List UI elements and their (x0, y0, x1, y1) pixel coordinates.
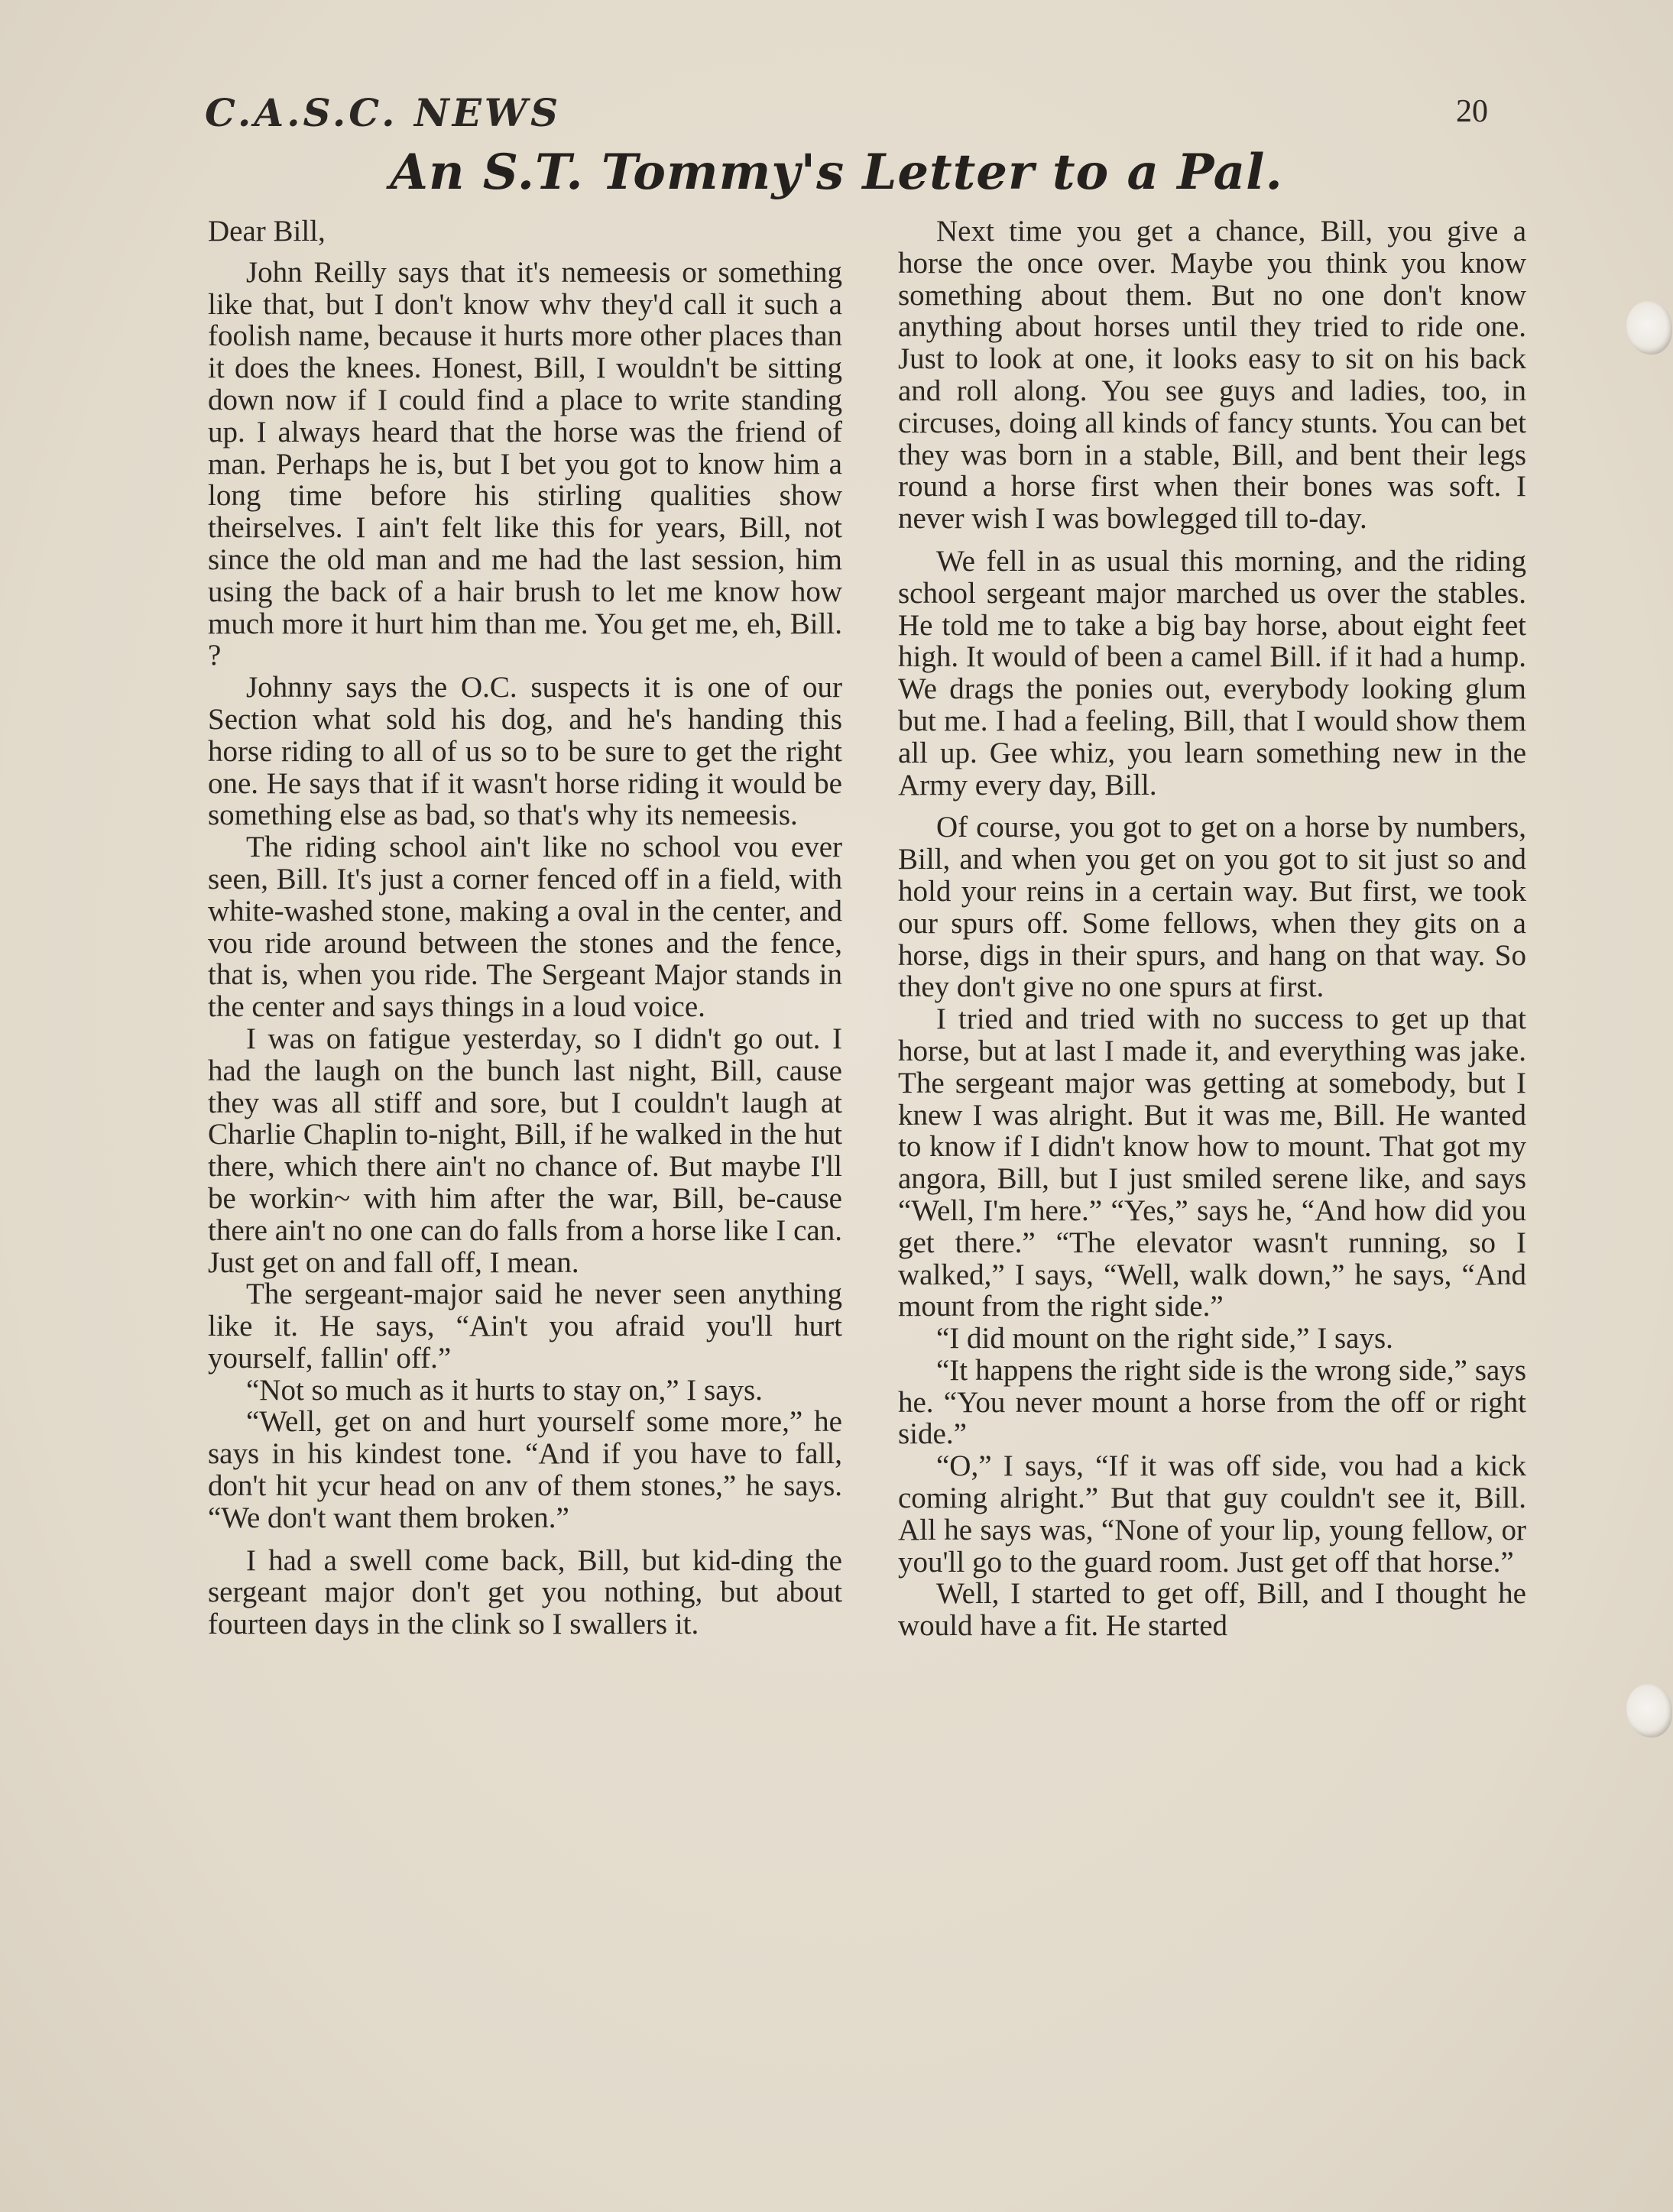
running-head: C.A.S.C. NEWS (205, 90, 562, 135)
paragraph: “O,” I says, “If it was off side, vou had a kick coming alright.” But that guy couldn't see it, Bill. All he says was, “None of your lip, young fellow, or you'll go to the guard room. Just get off that horse.” (898, 1449, 1526, 1579)
paragraph: “It happens the right side is the wrong side,” says he. “You never mount a horse from the off or right side.” (898, 1353, 1526, 1451)
paper-hole-top (1626, 301, 1672, 355)
paragraph: The riding school ain't like no school vou ever seen, Bill. It's just a corner fenced off in a field, with white-washed stone, making a oval in the center, and vou ride around between the stones and the fence, that is, when you ride. The Sergeant Major stands in the center and says things in a loud voice. (208, 831, 842, 1024)
paragraph: “Well, get on and hurt yourself some more,” he says in his kindest tone. “And if you have to fall, don't hit ycur head on anv of them stones,” he says. “We don't want them broken.” (208, 1405, 842, 1534)
paragraph: Of course, you got to get on a horse by numbers, Bill, and when you get on you got to sit just so and hold your reins in a certain way. But first, we took our spurs off. Some fellows, when they gits on a horse, digs in their spurs, and hang on that way. So they don't give no one spurs at first. (898, 811, 1526, 1004)
article-title: An S.T. Tommy's Letter to a Pal. (390, 144, 1283, 201)
paragraph: I had a swell come back, Bill, but kid-ding the sergeant major don't get you nothing, but about fourteen days in the clink so I swallers it. (208, 1543, 842, 1641)
right-column (898, 215, 1526, 1642)
paragraph: I tried and tried with no success to get up that horse, but at last I made it, and everything was jake. The sergeant major was getting at somebody, but I knew I was alright. But it was me, Bill. He wanted to know if I didn't know how to mount. That got my angora, Bill, but I just smiled serene like, and says “Well, I'm here.” “Yes,” says he, “And how did you get there.” “The elevator wasn't running, so I walked,” I says, “Well, walk down,” he says, “And mount from the right side.” (898, 1002, 1526, 1323)
paragraph: “Not so much as it hurts to stay on,” I says. (246, 1373, 763, 1407)
salutation: Dear Bill, (208, 215, 326, 248)
paper-hole-bottom (1626, 1684, 1672, 1738)
left-column (208, 215, 842, 1640)
paragraph: We fell in as usual this morning, and the riding school sergeant major marched us over the stables. He told me to take a big bay horse, about eight feet high. It would of been a camel Bill. if it had a hump. We drags the ponies out, everybody looking glum but me. I had a feeling, Bill, that I would show them all up. Gee whiz, you learn something new in the Army every day, Bill. (898, 544, 1526, 802)
paragraph: “I did mount on the right side,” I says. (936, 1322, 1393, 1355)
paragraph: Well, I started to get off, Bill, and I thought he would have a fit. He started (898, 1577, 1526, 1643)
paragraph: I was on fatigue yesterday, so I didn't go out. I had the laugh on the bunch last night, Bill, cause they was all stiff and sore, but I couldn't laugh at Charlie Chaplin to-night, Bill, if he walked in the hut there, which there ain't no chance of. But maybe I'll be workin~ with him after the war, Bill, be-cause there ain't no one can do falls from a horse like I can. Just get on and fall off, I mean. (208, 1022, 842, 1279)
page-number: 20 (1456, 94, 1488, 129)
paragraph: John Reilly says that it's nemeesis or something like that, but I don't know whv they'd call it such a foolish name, because it hurts more other places than it does the knees. Honest, Bill, I wouldn't be sitting down now if I could find a place to write standing up. I always heard that the horse was the friend of man. Perhaps he is, but I bet you got to know him a long time before his stirling qualities show theirselves. I ain't felt like this for years, Bill, not since the old man and me had the last session, him using the back of a hair brush to let me know how much more it hurt him than me. You get me, eh, Bill. ? (208, 255, 842, 672)
paragraph: Next time you get a chance, Bill, you give a horse the once over. Maybe you think you know something about them. But no one don't know anything about horses until they tried to ride one. Just to look at one, it looks easy to sit on his back and roll along. You see guys and ladies, too, in circuses, doing all kinds of fancy stunts. You can bet they was born in a stable, Bill, and bent their legs round a horse first when their bones was soft. I never wish I was bowlegged till to-day. (898, 215, 1526, 536)
paragraph: The sergeant-major said he never seen anything like it. He says, “Ain't you afraid you'll hurt yourself, fallin' off.” (208, 1278, 842, 1375)
paragraph: Johnny says the O.C. suspects it is one of our Section what sold his dog, and he's handing this horse riding to all of us so to be sure to get the right one. He says that if it wasn't horse riding it would be something else as bad, so that's why its nemeesis. (208, 671, 842, 832)
